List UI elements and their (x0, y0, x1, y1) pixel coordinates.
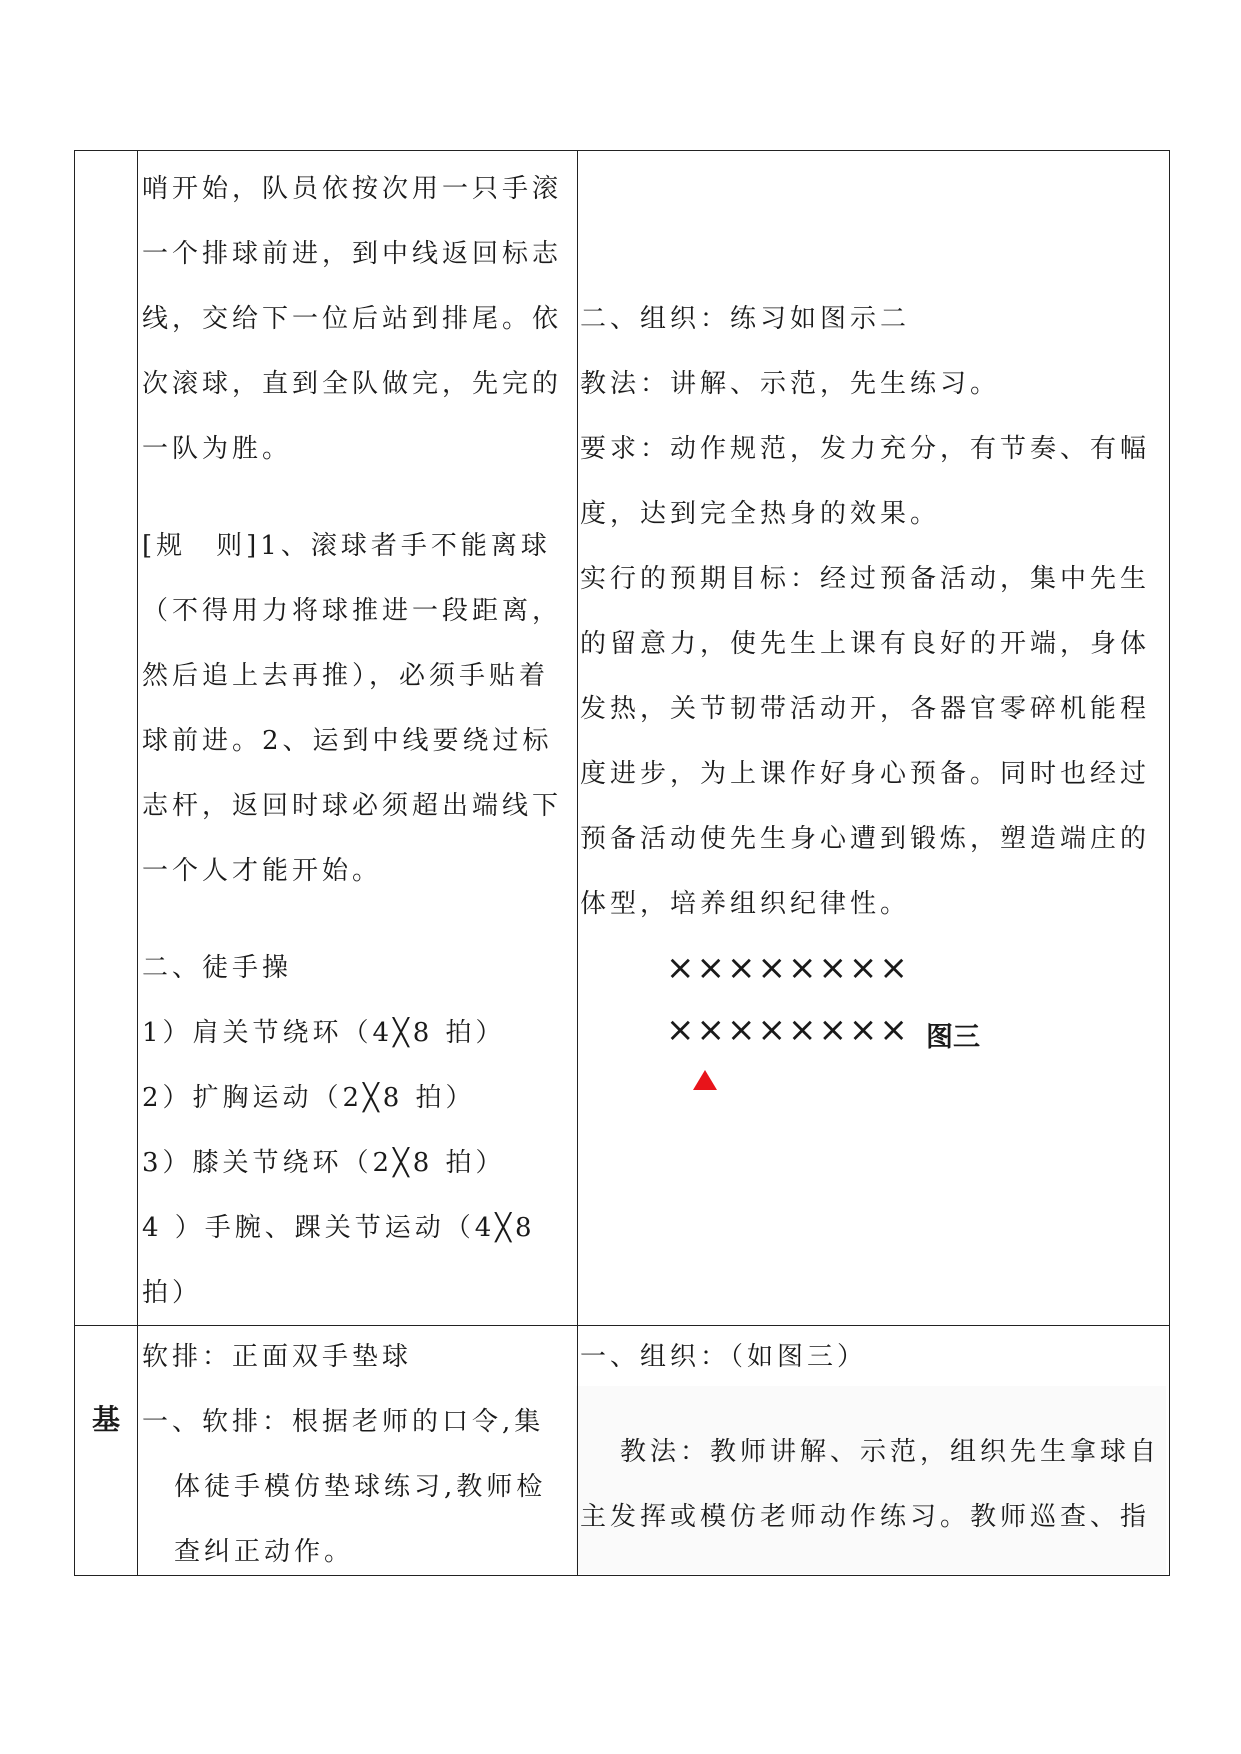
right-text-line: 度进步，为上课作好身心预备。同时也经过 (580, 759, 1151, 789)
right-text-line: 实行的预期目标：经过预备活动，集中先生 (580, 564, 1151, 594)
rules-line: 志杆，返回时球必须超出端线下 (142, 791, 563, 821)
exercise-title: 二、徒手操 (142, 953, 293, 983)
right-text-line: 要求：动作规范，发力充分，有节奏、有幅 (580, 434, 1151, 464)
right-text-line: 二、组织：练习如图示二 (580, 304, 911, 334)
rules-line: 然后追上去再推），必须手贴着 (142, 661, 550, 691)
right-text-line: 体型，培养组织纪律性。 (580, 889, 911, 919)
row-divider (75, 1325, 1169, 1326)
teacher-triangle-icon (693, 1070, 717, 1090)
right-text-line: 教法：讲解、示范，先生练习。 (580, 369, 1001, 399)
left-text-line: 一队为胜。 (142, 434, 293, 464)
bottom-right-line: 教法：教师讲解、示范，组织先生拿球自 (620, 1437, 1161, 1467)
bottom-right-line: 主发挥或模仿老师动作练习。教师巡查、指 (580, 1502, 1151, 1532)
rules-line: 球前进。2、运到中线要绕过标 (142, 726, 553, 756)
left-text-line: 一个排球前进，到中线返回标志 (142, 239, 563, 269)
exercise-item: 2）扩胸运动（2╳8 拍） (142, 1083, 476, 1113)
right-text-line: 发热，关节韧带活动开，各器官零碎机能程 (580, 694, 1151, 724)
left-text-line: 次滚球，直到全队做完，先完的 (142, 369, 563, 399)
bottom-right-line: 一、组织：（如图三） (580, 1342, 868, 1372)
section-label: 基 (92, 1403, 121, 1436)
exercise-item: 1）肩关节绕环（4╳8 拍） (142, 1018, 506, 1048)
rules-line: 一个人才能开始。 (142, 856, 383, 886)
exercise-item: 4 ）手腕、踝关节运动（4╳8 (142, 1213, 536, 1243)
figure-label: 图三 (926, 1022, 980, 1053)
formation-row-1: ×××××××× (666, 948, 910, 988)
right-text-line: 度，达到完全热身的效果。 (580, 499, 941, 529)
formation-row-2: ×××××××× (666, 1010, 910, 1050)
bottom-left-line: 查纠正动作。 (174, 1537, 355, 1567)
bottom-left-line: 一、软排：根据老师的口令,集 (142, 1407, 545, 1437)
left-text-line: 哨开始，队员依按次用一只手滚 (142, 174, 563, 204)
bottom-left-line: 软排：正面双手垫球 (142, 1342, 413, 1372)
column-divider-1 (137, 151, 138, 1575)
bottom-left-line: 体徒手模仿垫球练习,教师检 (174, 1472, 547, 1502)
column-divider-2 (577, 151, 578, 1575)
right-text-line: 的留意力，使先生上课有良好的开端，身体 (580, 629, 1151, 659)
rules-line: （不得用力将球推进一段距离， (142, 596, 563, 626)
right-text-line: 预备活动使先生身心遭到锻炼，塑造端庄的 (580, 824, 1151, 854)
exercise-item: 3）膝关节绕环（2╳8 拍） (142, 1148, 506, 1178)
left-text-line: 线，交给下一位后站到排尾。依 (142, 304, 563, 334)
exercise-item: 拍） (142, 1278, 203, 1308)
rules-line: [规 则]1、滚球者手不能离球 (142, 531, 551, 561)
